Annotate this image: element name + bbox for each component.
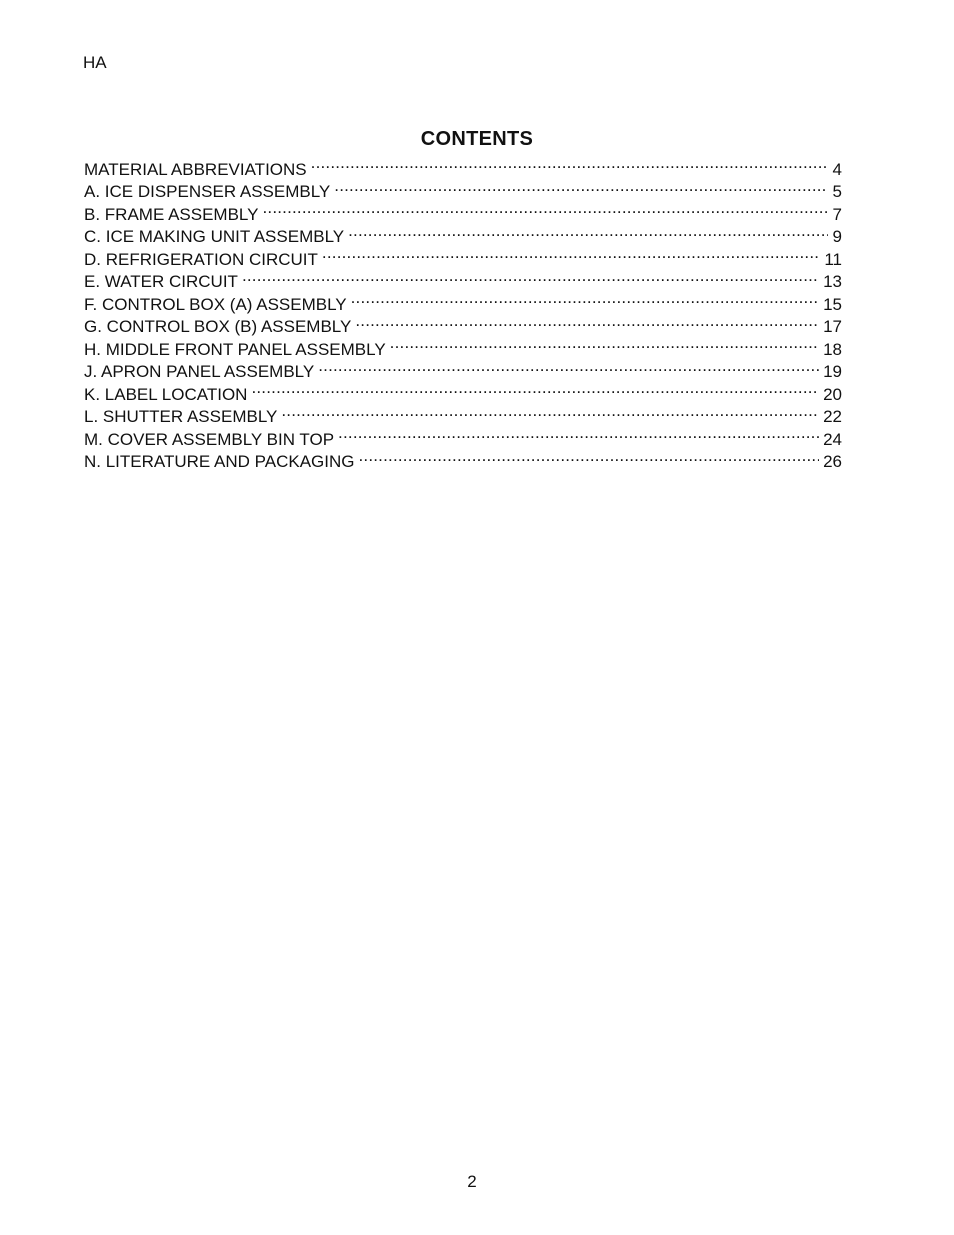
toc-entry-page: 18 [823, 339, 842, 359]
toc-dot-leader [318, 355, 819, 378]
toc-dot-leader [262, 197, 828, 220]
toc-entry-material-abbreviations[interactable] [84, 152, 842, 179]
toc-entry-label: B. FRAME ASSEMBLY [84, 204, 259, 224]
toc-dot-leader [281, 400, 819, 423]
toc-entry-page: 11 [824, 249, 842, 269]
toc-dot-leader [322, 242, 820, 265]
toc-dot-leader [334, 175, 828, 198]
contents-title: CONTENTS [420, 128, 534, 150]
table-of-contents [84, 152, 842, 471]
toc-entry-label: L. SHUTTER ASSEMBLY [84, 407, 278, 426]
toc-dot-leader [348, 220, 828, 243]
toc-entry-page: 24 [823, 429, 842, 449]
toc-entry-page: 22 [823, 407, 842, 426]
toc-entry-page: 19 [823, 362, 842, 381]
toc-entry-label: D. REFRIGERATION CIRCUIT [84, 249, 318, 269]
toc-entry-label: J. APRON PANEL ASSEMBLY [84, 362, 315, 381]
toc-entry-label: E. WATER CIRCUIT [84, 272, 238, 291]
toc-entry-label: C. ICE MAKING UNIT ASSEMBLY [84, 227, 345, 246]
toc-entry-page: 5 [832, 182, 842, 201]
toc-entry-page: 17 [823, 317, 842, 336]
header-code: HA [83, 53, 107, 72]
toc-dot-leader [242, 265, 819, 288]
toc-entry-label: A. ICE DISPENSER ASSEMBLY [84, 182, 331, 201]
toc-entry-label: F. CONTROL BOX (A) ASSEMBLY [84, 294, 347, 314]
page-number: 2 [467, 1172, 477, 1191]
toc-dot-leader [311, 152, 828, 175]
toc-entry-page: 4 [832, 159, 842, 179]
toc-entry-label: N. LITERATURE AND PACKAGING [84, 452, 355, 471]
toc-entry-page: 9 [832, 227, 842, 246]
toc-dot-leader [351, 287, 819, 310]
toc-entry-page: 20 [823, 384, 842, 404]
toc-entry-label: H. MIDDLE FRONT PANEL ASSEMBLY [84, 339, 386, 359]
toc-dot-leader [355, 310, 819, 333]
toc-entry-label: M. COVER ASSEMBLY BIN TOP [84, 429, 335, 449]
toc-dot-leader [251, 377, 819, 400]
toc-entry-label: G. CONTROL BOX (B) ASSEMBLY [84, 317, 352, 336]
toc-entry-page: 26 [823, 452, 842, 471]
toc-entry-page: 15 [823, 294, 842, 314]
toc-dot-leader [338, 422, 819, 445]
toc-entry-label: MATERIAL ABBREVIATIONS [84, 159, 307, 179]
toc-dot-leader [358, 445, 819, 468]
toc-entry-page: 7 [832, 204, 842, 224]
toc-entry-page: 13 [823, 272, 842, 291]
toc-entry-label: K. LABEL LOCATION [84, 384, 248, 404]
toc-dot-leader [390, 332, 819, 355]
